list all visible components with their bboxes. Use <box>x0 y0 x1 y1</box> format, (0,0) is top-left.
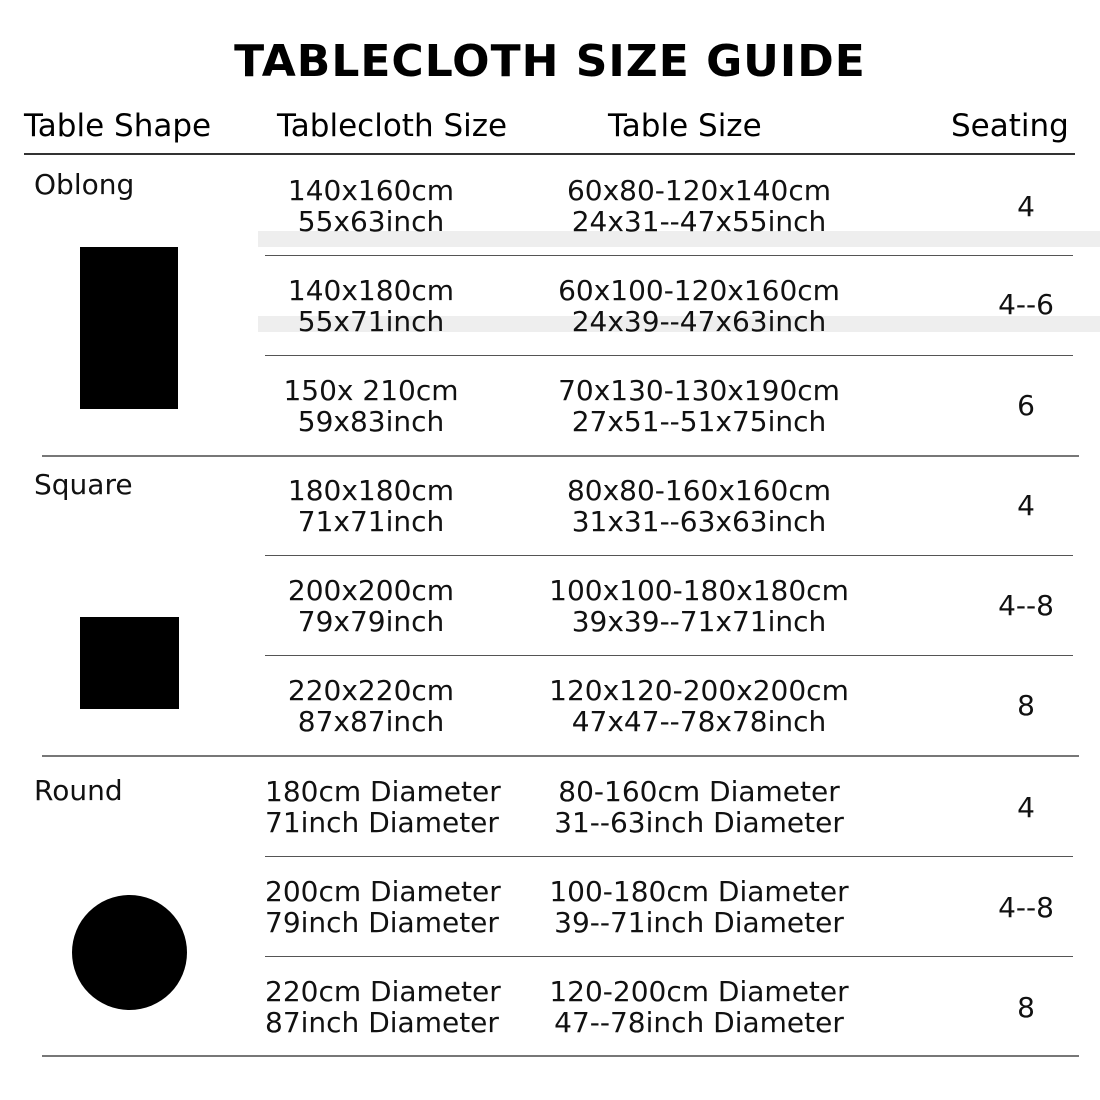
tablecloth-size-inch: 71inch Diameter <box>265 806 499 839</box>
seating-value: 8 <box>1017 991 1035 1024</box>
tablecloth-size-cell <box>250 275 492 337</box>
table-size-cm: 100-180cm Diameter <box>549 875 849 908</box>
oblong-shape-icon <box>80 247 178 409</box>
tablecloth-size-cm: 200cm Diameter <box>265 875 501 908</box>
tablecloth-size-cell <box>265 876 505 938</box>
table-size-cell <box>548 776 850 838</box>
tablecloth-size-cm: 220x220cm <box>287 674 455 707</box>
tablecloth-size-cm: 200x200cm <box>287 574 455 607</box>
section-divider <box>42 755 1079 757</box>
tablecloth-size-inch: 79inch Diameter <box>265 906 499 939</box>
table-size-inch: 39x39--71x71inch <box>571 605 827 638</box>
seating-value: 4 <box>1017 190 1035 223</box>
row-divider <box>265 856 1073 857</box>
tablecloth-size-inch: 71x71inch <box>297 505 445 538</box>
seating-value: 8 <box>1017 689 1035 722</box>
square-shape-icon <box>80 617 179 709</box>
row-divider <box>265 655 1073 656</box>
header-divider <box>24 153 1075 155</box>
seating-value: 4 <box>1017 489 1035 522</box>
table-size-cm: 120x120-200x200cm <box>549 674 849 707</box>
seating-value: 4--6 <box>998 288 1054 321</box>
tablecloth-size-cm: 150x 210cm <box>283 374 459 407</box>
tablecloth-size-inch: 79x79inch <box>297 605 445 638</box>
table-size-inch: 39--71inch Diameter <box>554 906 844 939</box>
tablecloth-size-cell <box>265 776 505 838</box>
seating-value: 6 <box>1017 389 1035 422</box>
section-divider <box>42 1055 1079 1057</box>
table-size-inch: 47--78inch Diameter <box>554 1006 844 1039</box>
section-divider <box>42 455 1079 457</box>
header-tablecloth-size: Tablecloth Size <box>277 108 508 144</box>
table-size-inch: 24x31--47x55inch <box>571 205 827 238</box>
table-size-cm: 120-200cm Diameter <box>549 975 849 1008</box>
round-shape-icon <box>72 895 187 1010</box>
table-size-cell <box>548 675 850 737</box>
table-size-cell <box>548 575 850 637</box>
tablecloth-size-cell <box>250 375 492 437</box>
header-seating: Seating <box>951 108 1069 144</box>
table-size-cm: 100x100-180x180cm <box>549 574 849 607</box>
tablecloth-size-cm: 180cm Diameter <box>265 775 501 808</box>
seating-value: 4 <box>1017 791 1035 824</box>
row-divider <box>265 555 1073 556</box>
row-divider <box>265 355 1073 356</box>
tablecloth-size-inch: 55x63inch <box>297 205 445 238</box>
seating-value: 4--8 <box>998 589 1054 622</box>
tablecloth-size-inch: 55x71inch <box>297 305 445 338</box>
tablecloth-size-cell <box>250 575 492 637</box>
tablecloth-size-cell <box>250 475 492 537</box>
tablecloth-size-cell <box>250 675 492 737</box>
tablecloth-size-inch: 59x83inch <box>297 405 445 438</box>
header-table-shape: Table Shape <box>24 108 212 144</box>
row-divider <box>265 255 1073 256</box>
tablecloth-size-inch: 87inch Diameter <box>265 1006 499 1039</box>
table-size-cm: 60x100-120x160cm <box>558 274 840 307</box>
shape-label-square: Square <box>34 468 133 501</box>
table-size-cell <box>548 175 850 237</box>
tablecloth-size-cm: 140x180cm <box>287 274 455 307</box>
tablecloth-size-inch: 87x87inch <box>297 705 445 738</box>
table-size-inch: 27x51--51x75inch <box>571 405 827 438</box>
table-size-inch: 47x47--78x78inch <box>571 705 827 738</box>
table-size-cell <box>548 876 850 938</box>
row-divider <box>265 956 1073 957</box>
table-size-cell <box>548 275 850 337</box>
tablecloth-size-cell <box>250 175 492 237</box>
table-size-inch: 31x31--63x63inch <box>571 505 827 538</box>
seating-value: 4--8 <box>998 891 1054 924</box>
table-size-cell <box>548 976 850 1038</box>
page-title: TABLECLOTH SIZE GUIDE <box>234 36 866 87</box>
shape-label-round: Round <box>34 774 123 807</box>
table-size-inch: 24x39--47x63inch <box>571 305 827 338</box>
table-size-cm: 80-160cm Diameter <box>558 775 840 808</box>
table-size-inch: 31--63inch Diameter <box>554 806 844 839</box>
table-size-cm: 80x80-160x160cm <box>566 474 832 507</box>
table-size-cell <box>548 475 850 537</box>
tablecloth-size-cm: 140x160cm <box>287 174 455 207</box>
table-size-cm: 70x130-130x190cm <box>558 374 840 407</box>
table-size-cell <box>548 375 850 437</box>
tablecloth-size-cm: 220cm Diameter <box>265 975 501 1008</box>
header-table-size: Table Size <box>608 108 762 144</box>
table-size-cm: 60x80-120x140cm <box>566 174 832 207</box>
tablecloth-size-cell <box>265 976 505 1038</box>
shape-label-oblong: Oblong <box>34 168 135 201</box>
tablecloth-size-cm: 180x180cm <box>287 474 455 507</box>
